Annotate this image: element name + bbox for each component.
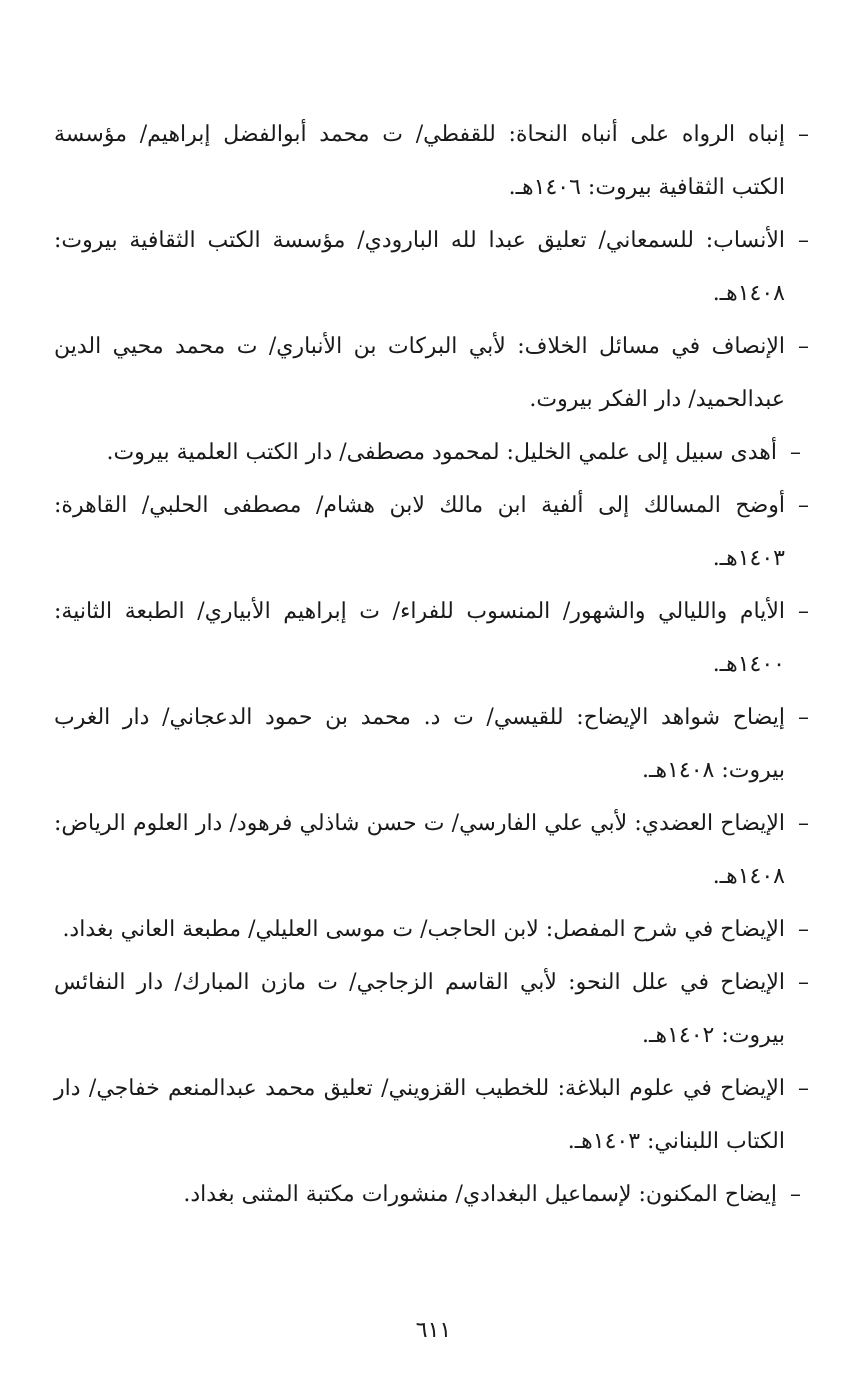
entry-text: إيضاح شواهد الإيضاح: للقيسي/ ت د. محمد بن حمود الدعجاني/ دار الغرب بيروت: ١٤٠٨هـ. (54, 705, 785, 783)
bibliography-entry (54, 691, 809, 797)
entry-text: أوضح المسالك إلى ألفية ابن مالك لابن هشام/ مصطفى الحلبي/ القاهرة: ١٤٠٣هـ. (54, 493, 785, 571)
page-number: ٦١١ (415, 1318, 452, 1343)
entry-dash: – (798, 334, 809, 359)
entry-text: الإيضاح في علل النحو: لأبي القاسم الزجاجي/ ت مازن المبارك/ دار النفائس بيروت: ١٤٠٢هـ. (54, 970, 785, 1048)
entry-dash: – (798, 970, 809, 995)
entry-text: الإنصاف في مسائل الخلاف: لأبي البركات بن الأنباري/ ت محمد محيي الدين عبدالحميد/ دار الفكر بيروت. (54, 334, 785, 412)
entry-text: أهدى سبيل إلى علمي الخليل: لمحمود مصطفى/ دار الكتب العلمية بيروت. (106, 440, 777, 465)
entry-dash: – (790, 440, 801, 465)
entry-dash: – (798, 1076, 809, 1101)
entry-text: الإيضاح في شرح المفصل: لابن الحاجب/ ت موسى العليلي/ مطبعة العاني بغداد. (62, 917, 785, 942)
entry-dash: – (798, 705, 809, 730)
entry-text: الأنساب: للسمعاني/ تعليق عبدا لله البارودي/ مؤسسة الكتب الثقافية بيروت: ١٤٠٨هـ. (54, 228, 785, 306)
entry-dash: – (798, 122, 809, 147)
bibliography-entry (54, 797, 809, 903)
bibliography-entry (54, 1168, 801, 1221)
entry-dash: – (798, 228, 809, 253)
bibliography-entry (54, 214, 809, 320)
bibliography-entry (54, 585, 809, 691)
bibliography-entry (54, 320, 809, 426)
entry-text: الإيضاح في علوم البلاغة: للخطيب القزويني/ تعليق محمد عبدالمنعم خفاجي/ دار الكتاب اللبناني: ١٤٠٣هـ. (54, 1076, 785, 1154)
bibliography-entry (54, 1062, 809, 1168)
bibliography-entry (54, 108, 809, 214)
bibliography-entry (54, 479, 809, 585)
entry-text: إيضاح المكنون: لإسماعيل البغدادي/ منشورات مكتبة المثنى بغداد. (183, 1182, 777, 1207)
bibliography-list (54, 108, 809, 1221)
entry-text: الإيضاح العضدي: لأبي علي الفارسي/ ت حسن شاذلي فرهود/ دار العلوم الرياض: ١٤٠٨هـ. (54, 811, 785, 889)
entry-dash: – (798, 811, 809, 836)
entry-text: إنباه الرواه على أنباه النحاة: للقفطي/ ت محمد أبوالفضل إبراهيم/ مؤسسة الكتب الثقافية بيروت: ١٤٠٦هـ. (54, 122, 785, 200)
entry-dash: – (798, 917, 809, 942)
entry-dash: – (798, 493, 809, 518)
entry-text: الأيام والليالي والشهور/ المنسوب للفراء/ ت إبراهيم الأبياري/ الطبعة الثانية: ١٤٠٠هـ. (54, 599, 785, 677)
entry-dash: – (798, 599, 809, 624)
bibliography-entry (54, 956, 809, 1062)
entry-dash: – (790, 1182, 801, 1207)
bibliography-entry (54, 426, 801, 479)
bibliography-entry (54, 903, 809, 956)
